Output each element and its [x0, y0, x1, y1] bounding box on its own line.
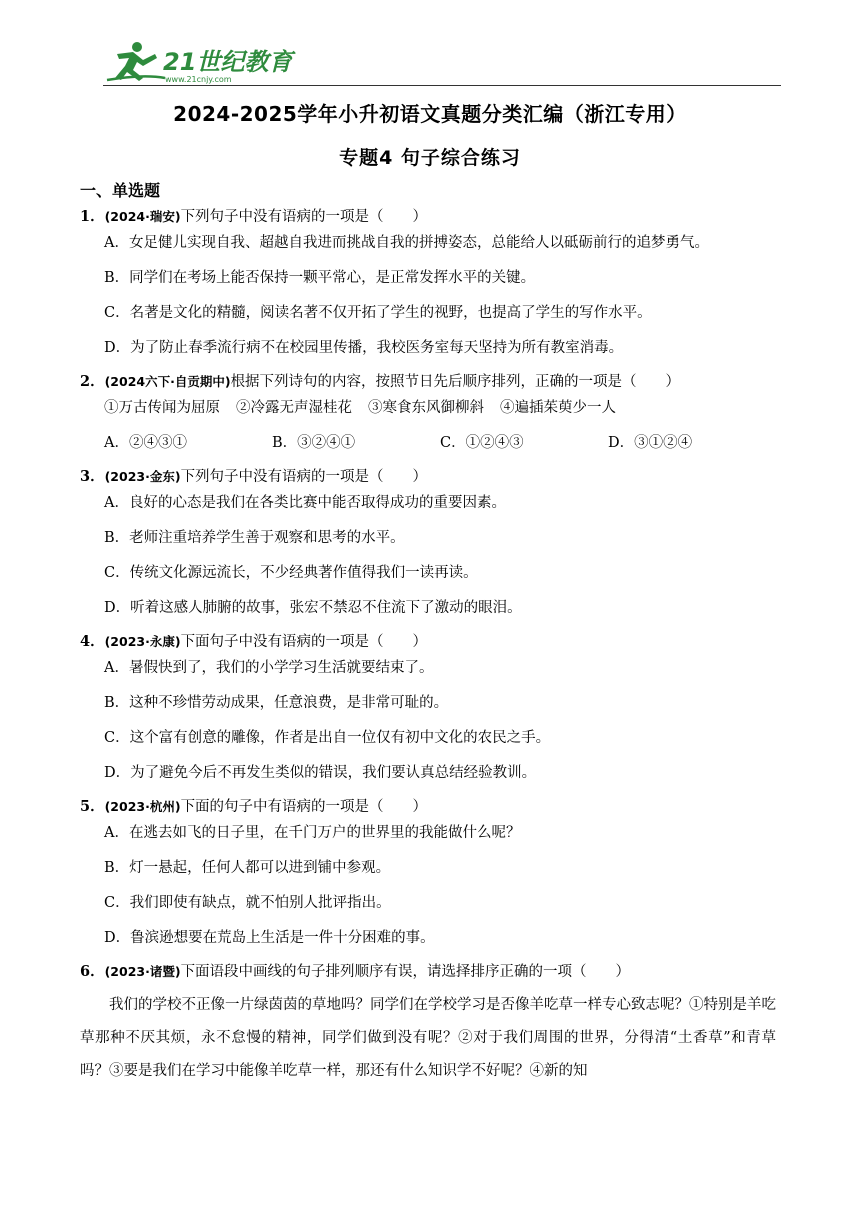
poem-line: ④遍插茱萸少一人 [500, 400, 616, 416]
question-6-stem: 6．(2023·诸暨)下面语段中画线的句子排列顺序有误，请选择排序正确的一项（ ） [80, 963, 631, 980]
poem-line: ②冷露无声湿桂花 [236, 400, 352, 416]
question-2-option-d: D．③①②④ [608, 435, 693, 451]
header-rule [103, 85, 781, 86]
question-2-option-a: A．②④③① [104, 435, 187, 451]
question-5-option-c: C．我们即使有缺点，就不怕别人批评指出。 [104, 895, 391, 911]
poem-line: ③寒食东风御柳斜 [368, 400, 484, 416]
question-2-stem: 2．(2024六下·自贡期中)根据下列诗句的内容，按照节日先后顺序排列，正确的一项是（ ） [80, 373, 681, 390]
poem-line: ①万古传闻为屈原 [104, 400, 220, 416]
logo-url: www.21cnjy.com [165, 75, 232, 84]
question-4-option-b: B．这种不珍惜劳动成果，任意浪费，是非常可耻的。 [104, 695, 449, 711]
question-1-option-d: D．为了防止春季流行病不在校园里传播，我校医务室每天坚持为所有教室消毒。 [104, 340, 624, 356]
question-5-option-b: B．灯一悬起，任何人都可以进到铺中参观。 [104, 860, 391, 876]
question-1-stem: 1．(2024·瑞安)下列句子中没有语病的一项是（ ） [80, 208, 428, 225]
question-2-option-c: C．①②④③ [440, 435, 524, 451]
question-4-stem: 4．(2023·永康)下面句子中没有语病的一项是（ ） [80, 633, 428, 650]
question-3-option-c: C．传统文化源远流长，不少经典著作值得我们一读再读。 [104, 565, 478, 581]
question-3-stem: 3．(2023·金东)下列句子中没有语病的一项是（ ） [80, 468, 428, 485]
question-1-option-a: A．女足健儿实现自我、超越自我进而挑战自我的拼搏姿态，总能给人以砥砺前行的追梦勇气。 [104, 235, 709, 251]
question-1-option-b: B．同学们在考场上能否保持一颗平常心，是正常发挥水平的关键。 [104, 270, 536, 286]
document-title: 2024-2025学年小升初语文真题分类汇编（浙江专用） [173, 102, 687, 126]
document-subtitle: 专题4 句子综合练习 [339, 147, 521, 169]
question-3-option-a: A．良好的心态是我们在各类比赛中能否取得成功的重要因素。 [104, 495, 506, 511]
question-5-option-a: A．在逃去如飞的日子里，在千门万户的世界里的我能做什么呢？ [104, 825, 521, 841]
question-3-option-d: D．听着这感人肺腑的故事，张宏不禁忍不住流下了激动的眼泪。 [104, 600, 522, 616]
question-6-paragraph: 我们的学校不正像一片绿茵茵的草地吗？同学们在学校学习是否像羊吃草一样专心致志呢？①特别是羊吃草那种不厌其烦，永不怠慢的精神，同学们做到没有呢？②对于我们周围的世界，分得清“土香草”和青草吗？③要是我们在学习中能像羊吃草一样，那还有什么知识学不好呢？④新的知 [80, 997, 776, 1079]
runner-icon [107, 42, 165, 81]
logo-text: 21世纪教育 [163, 48, 293, 76]
question-2-options [80, 430, 780, 465]
question-5-stem: 5．(2023·杭州)下面的句子中有语病的一项是（ ） [80, 798, 428, 815]
question-1-option-c: C．名著是文化的精髓，阅读名著不仅开拓了学生的视野，也提高了学生的写作水平。 [104, 305, 652, 321]
question-4-option-a: A．暑假快到了，我们的小学学习生活就要结束了。 [104, 660, 434, 676]
question-list [80, 205, 780, 1088]
question-5-option-d: D．鲁滨逊想要在荒岛上生活是一件十分困难的事。 [104, 930, 435, 946]
question-3-option-b: B．老师注重培养学生善于观察和思考的水平。 [104, 530, 405, 546]
question-4-option-c: C．这个富有创意的雕像，作者是出自一位仅有初中文化的农民之手。 [104, 730, 551, 746]
question-4-option-d: D．为了避免今后不再发生类似的错误，我们要认真总结经验教训。 [104, 765, 537, 781]
question-2-option-b: B．③②④① [272, 435, 356, 451]
21cnjy-logo [103, 40, 293, 84]
question-2-poem-lines [80, 395, 780, 430]
section-heading: 一、单选题 [80, 181, 161, 200]
